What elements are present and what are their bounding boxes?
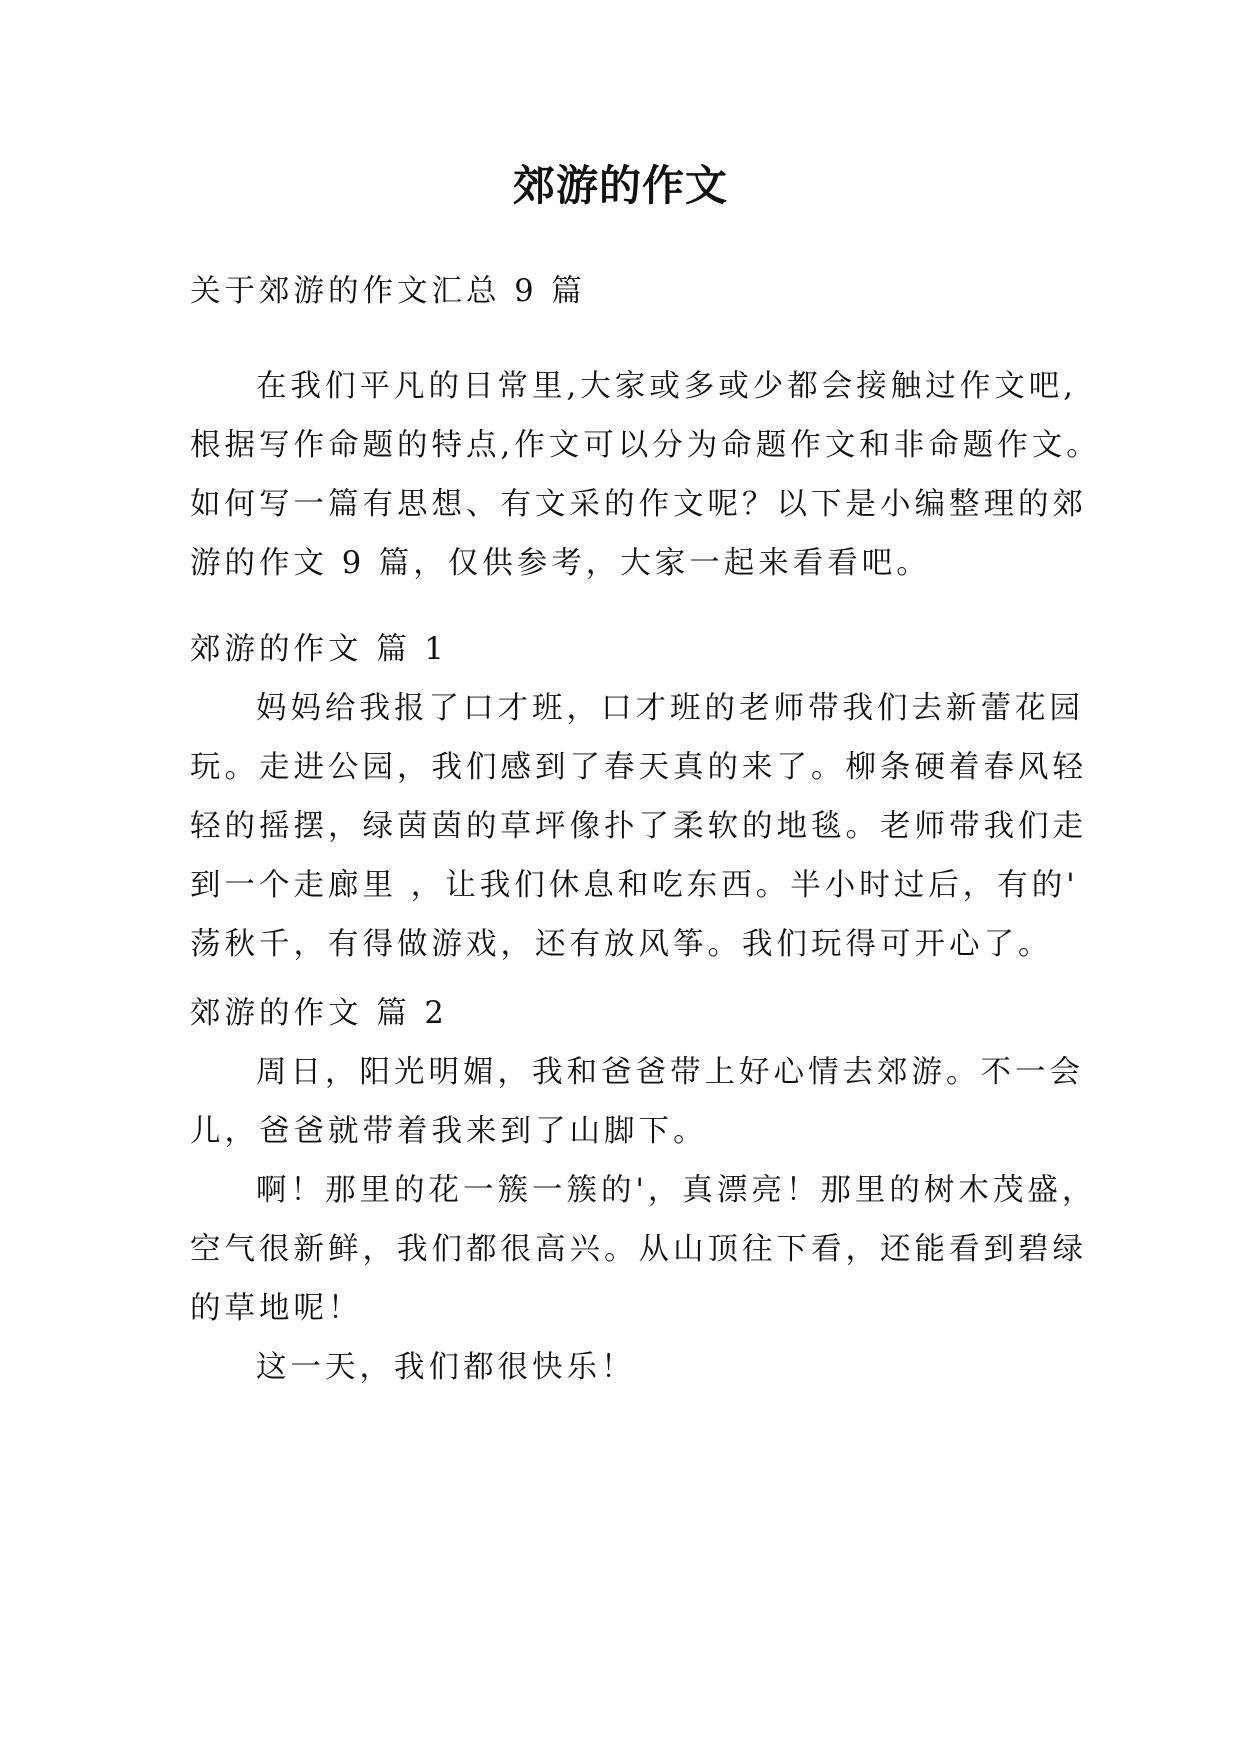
essay-1-line: 玩。走进公园，我们感到了春天真的来了。柳条硬着春风轻: [190, 750, 1087, 785]
intro-paragraph: [190, 357, 1101, 593]
essay-2-line: 空气很新鲜，我们都很高兴。从山顶往下看，还能看到碧绿: [190, 1232, 1087, 1267]
essay-2-line: 这一天，我们都很快乐！: [256, 1350, 636, 1385]
intro-line: 如何写一篇有思想、有文采的作文呢？以下是小编整理的郊: [190, 487, 1087, 522]
essay-1-line: 妈妈给我报了口才班，口才班的老师带我们去新蕾花园: [256, 691, 1084, 726]
essay-1-heading: 郊游的作文 篇 1: [190, 632, 448, 667]
essay-2-line: 的草地呢！: [190, 1291, 363, 1326]
intro-line: 在我们平凡的日常里,大家或多或少都会接触过作文吧,: [256, 369, 1077, 404]
essay-1-line: 轻的摇摆，绿茵茵的草坪像扑了柔软的地毯。老师带我们走: [190, 809, 1087, 844]
intro-line: 根据写作命题的特点,作文可以分为命题作文和非命题作文。: [190, 428, 1101, 463]
essay-2-line: 啊！那里的花一簇一簇的'，真漂亮！那里的树木茂盛，: [256, 1173, 1097, 1208]
document-title: 郊游的作文: [512, 161, 728, 210]
essay-1-line: 到一个走廊里 ，让我们休息和吃东西。半小时过后，有的': [190, 868, 1079, 903]
essay-2-section: [190, 984, 1097, 1397]
essay-2-heading: 郊游的作文 篇 2: [190, 996, 448, 1031]
essay-2-line: 儿，爸爸就带着我来到了山脚下。: [190, 1114, 708, 1149]
essay-2-line: 周日，阳光明媚，我和爸爸带上好心情去郊游。不一会: [256, 1055, 1084, 1090]
document-subtitle: [190, 262, 1060, 321]
subtitle-text: 关于郊游的作文汇总 9 篇: [190, 274, 586, 309]
essay-1-section: [190, 620, 1087, 974]
essay-1-line: 荡秋千，有得做游戏，还有放风筝。我们玩得可开心了。: [190, 927, 1053, 962]
intro-line: 游的作文 9 篇，仅供参考，大家一起来看看吧。: [190, 546, 931, 581]
